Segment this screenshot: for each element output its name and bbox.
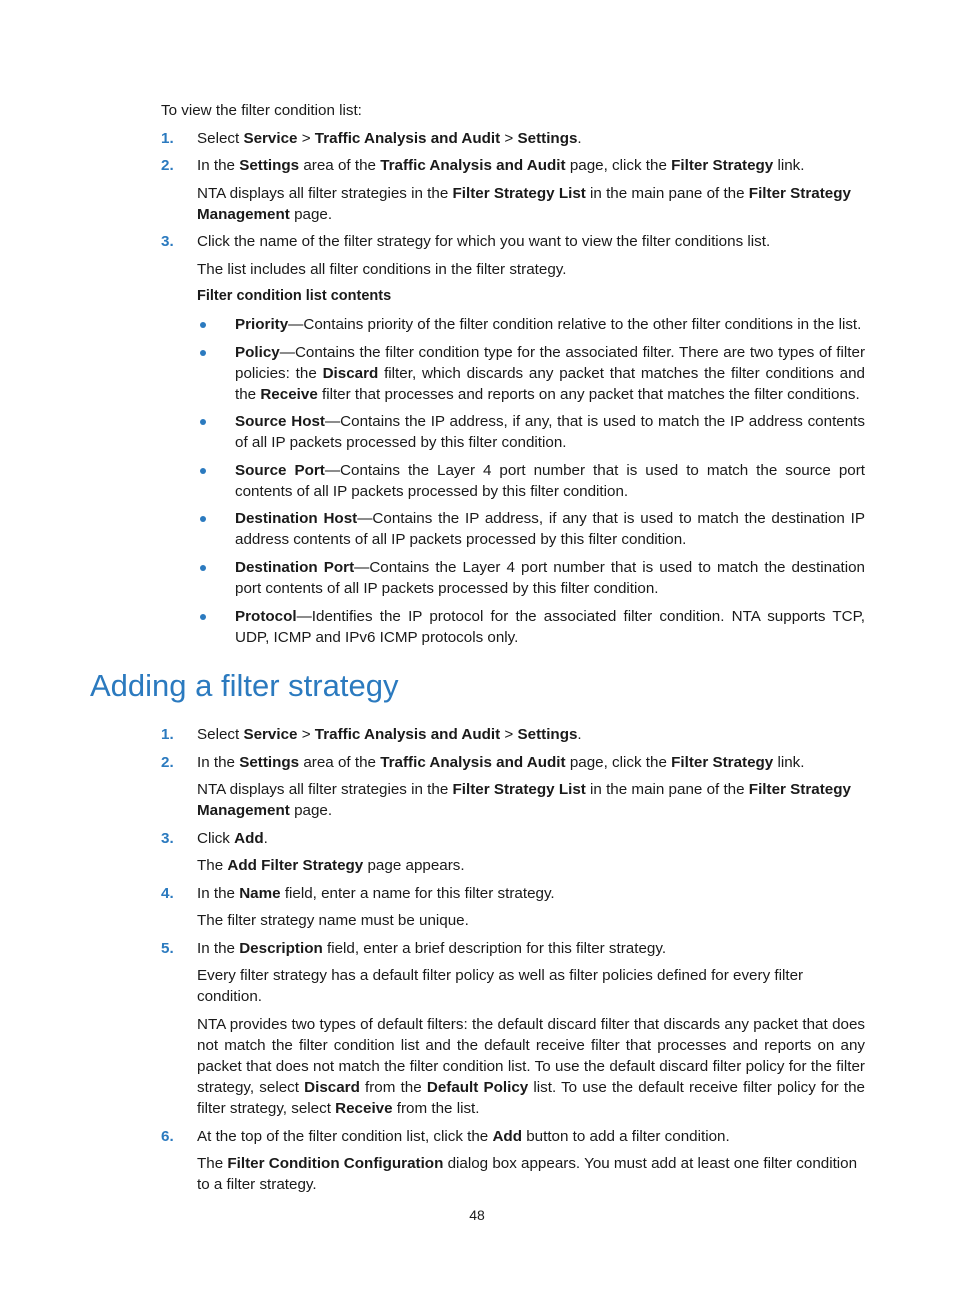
step-number: 3. <box>161 233 174 250</box>
step-number: 2. <box>161 754 174 771</box>
step-number: 1. <box>161 130 174 147</box>
page-number: 48 <box>469 1207 485 1223</box>
step-number: 2. <box>161 157 174 174</box>
add-step-5-note-1: Every filter strategy has a default filter policy as well as filter policies defined for every filter condition. <box>197 967 804 1005</box>
section-title: Adding a filter strategy <box>90 668 399 703</box>
bullet-icon <box>200 419 206 425</box>
step-number: 1. <box>161 726 174 743</box>
document-page: To view the filter condition list: 1. Select Service > Traffic Analysis and Audit > Settings. 2. In the Settings area of the Traffic Analysis and Audit page, click the Filter Strategy link. NTA displays all filter strategies in the Filter Strategy List in the main pane of the Filter Strategy Management page. 3. Click the name of the filter strategy for which you want to view the filter conditions list. The list includes all filter conditions in the filter strategy. Filter condition list contents Priority—Contains priority of the filter condition relative to the other filter conditions in the list. Policy—Contains the filter condition type for the associated filter. There are two types of filter policies: the Discard filter, which discards any packet that matches the filter conditions and the Receive filter that processes and reports on any packet that matches the filter conditions. Source Host—Contains the IP address, if any, that is used to match the IP address contents of all IP packets processed by this filter condition. Source Port—Contains the Layer 4 port number that is used to match the source port contents of all IP packets processed by this filter condition. Destination Host—Contains the IP address, if any that is used to match the destination IP address contents of all IP packets processed by this filter condition. Destination Port—Contains the Layer 4 port number that is used to match the destination port contents of all IP packets processed by this filter condition. Protocol—Identifies the IP protocol for the associated filter condition. NTA supports TCP, UDP, ICMP and IPv6 ICMP protocols only. Adding a filter strategy 1. Select Service > Traffic Analysis and Audit > Settings. 2. In the Settings area of the Traffic Analysis and Audit page, click the Filter Strategy link. NTA displays all filter strategies in the Filter Strategy List in the main pane of the Filter Strategy Management page. 3. Click Add. The Add Filter Strategy page appears. 4. In the Name field, enter a name for this filter strategy. The filter strategy name must be unique. 5. In the Description field, enter a brief description for this filter strategy. Every filter strategy has a default filter policy as well as filter policies defined for every filter condition. NTA provides two types of default filters: the default discard filter that discards any packet that does not match the filter condition list and the default receive filter that processes and reports on any packet that does not match the filter condition list. To use the default discard filter policy for the filter strategy, select Discard from the Default Policy list. To use the default receive filter policy for the filter strategy, select Receive from the list. 6. At the top of the filter condition list, click the Add button to add a filter condition. The Filter Condition Configuration dialog box appears. You must add at least one filter condition to a filter strategy. 48 <box>0 0 954 1296</box>
bullet-icon <box>200 565 206 571</box>
bullet-icon <box>200 350 206 356</box>
bullet-icon <box>200 322 206 328</box>
step-number: 5. <box>161 940 174 957</box>
add-step-5-note-2: NTA provides two types of default filters: the default discard filter that discards any packet that does not match the filter condition list and the default receive filter that processes and reports on any packet that does not match the filter condition list. To use the default discard filter policy for the filter strategy, select Discard from the Default Policy list. To use the default receive filter policy for the filter strategy, select Receive from the list. <box>197 1016 865 1117</box>
bullet-icon <box>200 468 206 474</box>
list-includes-text: The list includes all filter conditions in the filter strategy. <box>197 261 567 278</box>
add-step-4-note: The filter strategy name must be unique. <box>197 912 469 929</box>
bullet-icon <box>200 614 206 620</box>
add-step-3-note: The Add Filter Strategy page appears. <box>197 857 465 874</box>
view-step-2-note: NTA displays all filter strategies in the Filter Strategy List in the main pane of the Filter Strategy Management page. <box>197 185 851 223</box>
add-step-6-note: The Filter Condition Configuration dialog box appears. You must add at least one filter condition to a filter strategy. <box>197 1155 858 1193</box>
add-step-2-note: NTA displays all filter strategies in the Filter Strategy List in the main pane of the Filter Strategy Management page. <box>197 781 851 819</box>
contents-heading: Filter condition list contents <box>197 288 392 304</box>
intro-text: To view the filter condition list: <box>161 102 362 119</box>
step-number: 6. <box>161 1128 174 1145</box>
step-number: 3. <box>161 830 174 847</box>
step-number: 4. <box>161 885 174 902</box>
bullet-icon <box>200 516 206 522</box>
